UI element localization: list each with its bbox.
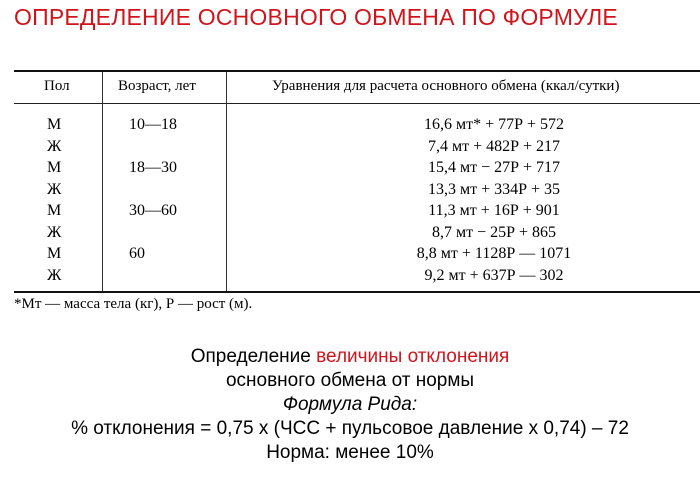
cell-age: 18—30 [129, 159, 177, 176]
cell-equation: 9,2 мт + 637Р — 302 [424, 266, 564, 284]
header-sex: Пол [44, 78, 70, 94]
table-row [14, 114, 700, 136]
cell-sex: Ж [47, 266, 62, 284]
table-bottom-rule [14, 291, 700, 293]
heading-highlight: величины отклонения [316, 346, 510, 367]
table-row [14, 200, 700, 222]
cell-equation: 7,4 мт + 482Р + 217 [427, 137, 561, 155]
deviation-heading [0, 345, 700, 369]
header-age: Возраст, лет [118, 78, 196, 94]
table-row [14, 136, 700, 158]
table-header-rule [14, 103, 700, 104]
slide-title: ОПРЕДЕЛЕНИЕ ОСНОВНОГО ОБМЕНА ПО ФОРМУЛЕ [14, 4, 618, 30]
cell-equation: 15,4 мт − 27Р + 717 [427, 159, 561, 176]
formula-expression: % отклонения = 0,75 х (ЧСС + пульсовое давление х 0,74) – 72 [71, 418, 629, 439]
table-footnote: *Мт — масса тела (кг), Р — рост (м). [14, 296, 253, 312]
table-row [14, 265, 700, 287]
table-row [14, 157, 700, 179]
cell-sex: М [47, 159, 62, 176]
cell-sex: М [47, 245, 62, 262]
deviation-subheading: основного обмена от нормы [225, 370, 475, 391]
cell-equation: 13,3 мт + 334Р + 35 [427, 180, 561, 198]
cell-sex: Ж [47, 180, 62, 198]
cell-sex: М [47, 116, 62, 133]
table-body [14, 114, 700, 286]
table-top-rule [14, 70, 700, 72]
table-row [14, 243, 700, 265]
cell-sex: Ж [47, 137, 62, 155]
cell-equation: 8,8 мт + 1128Р — 1071 [416, 245, 572, 262]
cell-sex: М [47, 202, 62, 219]
cell-sex: Ж [47, 223, 62, 241]
table-row [14, 179, 700, 201]
norm-statement: Норма: менее 10% [266, 442, 434, 463]
cell-age: 10—18 [129, 116, 177, 133]
formula-name: Формула Рида: [282, 394, 418, 415]
cell-age: 60 [129, 245, 145, 262]
cell-age: 30—60 [129, 202, 177, 219]
header-equation: Уравнения для расчета основного обмена (ккал/сутки) [272, 78, 620, 94]
table-row [14, 222, 700, 244]
cell-equation: 16,6 мт* + 77Р + 572 [423, 116, 565, 133]
heading-prefix: Определение [190, 346, 317, 367]
reed-formula-block [0, 345, 700, 465]
cell-equation: 11,3 мт + 16Р + 901 [428, 202, 560, 219]
cell-equation: 8,7 мт − 25Р + 865 [431, 223, 557, 241]
